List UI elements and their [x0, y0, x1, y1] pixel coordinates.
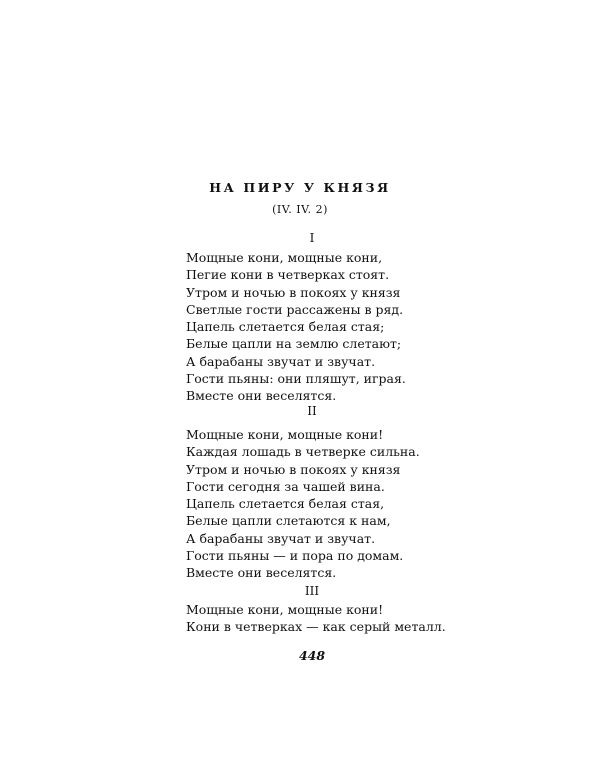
verse-line: Мощные кони, мощные кони!: [186, 427, 384, 442]
verse-line: Вместе они веселятся.: [186, 388, 337, 404]
verse-line: Гости пьяны: они пляшут, играя.: [186, 371, 406, 387]
verse-line: А барабаны звучат и звучат.: [186, 530, 376, 546]
poem-subtitle: (IV. IV. 2): [272, 203, 328, 216]
part-number-2: II: [307, 404, 317, 418]
part-number-3: III: [304, 584, 320, 598]
poem-title: НА ПИРУ У КНЯЗЯ: [209, 180, 391, 195]
stanza-2: [186, 426, 420, 582]
verse-line: Вместе они веселятся.: [186, 565, 337, 581]
stanza-3: [186, 601, 446, 636]
verse-line: Цапель слетается белая стая;: [186, 319, 385, 335]
verse-line: Каждая лошадь в четверке сильна.: [186, 444, 420, 460]
page-number: 448: [298, 648, 326, 663]
verse-line: Утром и ночью в покоях у князя: [186, 284, 401, 300]
verse-line: Кони в четверках — как серый металл.: [186, 619, 446, 635]
verse-line: Цапель слетается белая стая,: [186, 496, 385, 512]
verse-line: Белые цапли слетаются к нам,: [186, 513, 391, 529]
verse-line: Гости пьяны — и пора по домам.: [186, 548, 404, 564]
stanza-1: [186, 249, 406, 405]
verse-line: Мощные кони, мощные кони,: [186, 250, 383, 265]
verse-line: Пегие кони в четверках стоят.: [186, 267, 390, 283]
part-number-1: I: [309, 231, 315, 245]
verse-line: А барабаны звучат и звучат.: [186, 353, 376, 369]
verse-line: Белые цапли на землю слетают;: [186, 336, 402, 352]
verse-line: Мощные кони, мощные кони!: [186, 602, 384, 617]
verse-line: Светлые гости рассажены в ряд.: [186, 301, 404, 317]
verse-line: Утром и ночью в покоях у князя: [186, 461, 401, 477]
verse-line: Гости сегодня за чашей вина.: [186, 478, 385, 494]
